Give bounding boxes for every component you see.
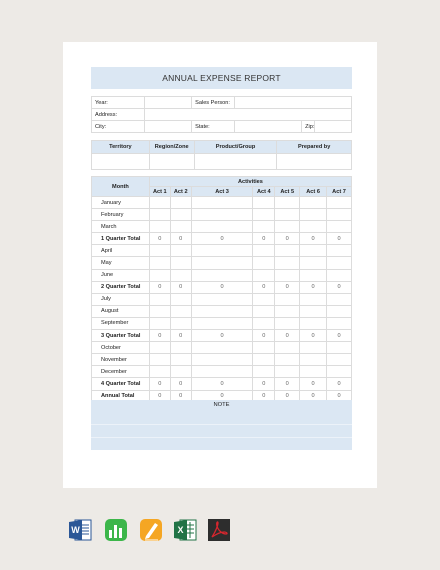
territory-header: Territory xyxy=(92,141,150,154)
expense-cell[interactable]: 0 xyxy=(149,330,170,342)
table-row xyxy=(92,366,352,378)
expense-cell[interactable]: 0 xyxy=(191,233,253,245)
expense-cell[interactable] xyxy=(253,342,275,354)
excel-icon[interactable] xyxy=(173,517,197,543)
expense-cell[interactable]: 0 xyxy=(327,390,352,402)
expense-cell[interactable] xyxy=(253,245,275,257)
act-6-header: Act 6 xyxy=(300,187,327,197)
expense-cell[interactable] xyxy=(275,354,300,366)
month-label: 3 Quarter Total xyxy=(92,330,150,342)
expense-cell[interactable] xyxy=(327,317,352,329)
month-label: August xyxy=(92,305,150,317)
expense-cell[interactable] xyxy=(170,293,191,305)
expense-cell[interactable] xyxy=(300,342,327,354)
table-row xyxy=(92,269,352,281)
note-line xyxy=(91,437,352,438)
expense-cell[interactable] xyxy=(253,209,275,221)
month-label: April xyxy=(92,245,150,257)
city-field[interactable] xyxy=(144,121,191,133)
month-header: Month xyxy=(92,177,150,197)
expense-cell[interactable] xyxy=(327,197,352,209)
expense-cell[interactable]: 0 xyxy=(170,281,191,293)
expense-cell[interactable]: 0 xyxy=(170,330,191,342)
expense-cell[interactable] xyxy=(149,305,170,317)
expense-cell[interactable] xyxy=(191,354,253,366)
expense-cell[interactable]: 0 xyxy=(170,233,191,245)
table-row xyxy=(92,257,352,269)
table-row xyxy=(92,293,352,305)
sales-person-field[interactable] xyxy=(234,97,351,109)
table-row xyxy=(92,354,352,366)
state-field[interactable] xyxy=(234,121,301,133)
numbers-icon[interactable] xyxy=(104,517,128,543)
product-group-field[interactable] xyxy=(194,154,277,170)
act-5-header: Act 5 xyxy=(275,187,300,197)
sales-person-label: Sales Person: xyxy=(192,97,235,109)
expense-cell[interactable]: 0 xyxy=(253,233,275,245)
month-label: October xyxy=(92,342,150,354)
expense-cell[interactable] xyxy=(191,305,253,317)
expense-cell[interactable] xyxy=(253,257,275,269)
expense-cell[interactable] xyxy=(327,342,352,354)
expense-cell[interactable] xyxy=(149,342,170,354)
expense-cell[interactable] xyxy=(149,293,170,305)
activities-header: Activities xyxy=(149,177,351,187)
expense-cell[interactable] xyxy=(300,245,327,257)
expense-cell[interactable] xyxy=(300,366,327,378)
expense-cell[interactable] xyxy=(300,197,327,209)
expense-cell[interactable] xyxy=(170,342,191,354)
expense-cell[interactable]: 0 xyxy=(327,281,352,293)
table-row xyxy=(92,281,352,293)
expense-cell[interactable] xyxy=(253,317,275,329)
expense-cell[interactable] xyxy=(275,269,300,281)
expense-cell[interactable] xyxy=(149,209,170,221)
document-page xyxy=(63,42,377,488)
expense-table xyxy=(91,176,352,403)
expense-cell[interactable] xyxy=(253,269,275,281)
table-row xyxy=(92,233,352,245)
table-row xyxy=(92,378,352,390)
table-row xyxy=(92,197,352,209)
expense-cell[interactable] xyxy=(275,197,300,209)
expense-cell[interactable]: 0 xyxy=(191,281,253,293)
expense-cell[interactable]: 0 xyxy=(253,330,275,342)
pages-icon[interactable] xyxy=(139,517,163,543)
expense-cell[interactable]: 0 xyxy=(300,390,327,402)
expense-cell[interactable]: 0 xyxy=(300,233,327,245)
expense-cell[interactable] xyxy=(327,305,352,317)
expense-cell[interactable] xyxy=(170,366,191,378)
expense-cell[interactable] xyxy=(191,245,253,257)
word-icon[interactable] xyxy=(68,517,92,543)
month-label: February xyxy=(92,209,150,221)
expense-cell[interactable] xyxy=(170,317,191,329)
expense-cell[interactable] xyxy=(149,257,170,269)
expense-cell[interactable] xyxy=(275,221,300,233)
expense-cell[interactable]: 0 xyxy=(300,378,327,390)
expense-cell[interactable] xyxy=(327,269,352,281)
expense-cell[interactable] xyxy=(170,209,191,221)
expense-cell[interactable] xyxy=(149,269,170,281)
expense-cell[interactable] xyxy=(191,269,253,281)
table-row xyxy=(92,245,352,257)
expense-cell[interactable] xyxy=(253,305,275,317)
expense-cell[interactable]: 0 xyxy=(170,378,191,390)
expense-cell[interactable]: 0 xyxy=(300,330,327,342)
expense-cell[interactable]: 0 xyxy=(149,390,170,402)
expense-cell[interactable] xyxy=(170,269,191,281)
table-row xyxy=(92,317,352,329)
expense-cell[interactable]: 0 xyxy=(253,281,275,293)
pdf-icon[interactable] xyxy=(207,517,231,543)
month-label: Annual Total xyxy=(92,390,150,402)
territory-field[interactable] xyxy=(92,154,150,170)
month-label: 1 Quarter Total xyxy=(92,233,150,245)
expense-cell[interactable] xyxy=(275,317,300,329)
month-label: December xyxy=(92,366,150,378)
table-row xyxy=(92,342,352,354)
zip-label: Zip: xyxy=(302,121,315,133)
expense-cell[interactable]: 0 xyxy=(253,390,275,402)
address-field[interactable] xyxy=(144,109,351,121)
expense-cell[interactable] xyxy=(300,269,327,281)
expense-cell[interactable] xyxy=(327,221,352,233)
expense-cell[interactable]: 0 xyxy=(149,233,170,245)
act-4-header: Act 4 xyxy=(253,187,275,197)
expense-cell[interactable] xyxy=(253,366,275,378)
expense-cell[interactable]: 0 xyxy=(191,378,253,390)
region-zone-header: Region/Zone xyxy=(149,141,194,154)
month-label: January xyxy=(92,197,150,209)
month-label: 2 Quarter Total xyxy=(92,281,150,293)
month-label: 4 Quarter Total xyxy=(92,378,150,390)
expense-cell[interactable] xyxy=(327,257,352,269)
expense-cell[interactable] xyxy=(191,257,253,269)
expense-cell[interactable] xyxy=(149,221,170,233)
expense-cell[interactable] xyxy=(327,245,352,257)
expense-cell[interactable]: 0 xyxy=(327,233,352,245)
svg-text:X: X xyxy=(177,525,184,535)
expense-cell[interactable] xyxy=(170,305,191,317)
expense-cell[interactable]: 0 xyxy=(191,390,253,402)
year-field[interactable] xyxy=(144,97,191,109)
table-row xyxy=(92,305,352,317)
note-header: NOTE xyxy=(91,400,352,411)
expense-cell[interactable] xyxy=(327,354,352,366)
month-label: September xyxy=(92,317,150,329)
year-label: Year: xyxy=(92,97,145,109)
prepared-by-field[interactable] xyxy=(277,154,352,170)
expense-cell[interactable] xyxy=(191,342,253,354)
expense-cell[interactable]: 0 xyxy=(275,378,300,390)
report-title: ANNUAL EXPENSE REPORT xyxy=(91,67,352,89)
expense-cell[interactable]: 0 xyxy=(275,330,300,342)
expense-cell[interactable] xyxy=(275,293,300,305)
table-row xyxy=(92,330,352,342)
expense-cell[interactable] xyxy=(253,293,275,305)
svg-text:W: W xyxy=(71,525,80,535)
expense-cell[interactable]: 0 xyxy=(275,233,300,245)
expense-cell[interactable] xyxy=(300,209,327,221)
expense-cell[interactable] xyxy=(275,257,300,269)
table-row xyxy=(92,209,352,221)
product-group-header: Product/Group xyxy=(194,141,277,154)
act-7-header: Act 7 xyxy=(327,187,352,197)
expense-cell[interactable] xyxy=(327,366,352,378)
address-label: Address: xyxy=(92,109,145,121)
month-label: July xyxy=(92,293,150,305)
city-label: City: xyxy=(92,121,145,133)
region-zone-field[interactable] xyxy=(149,154,194,170)
expense-cell[interactable] xyxy=(149,245,170,257)
table-row xyxy=(92,221,352,233)
expense-cell[interactable]: 0 xyxy=(327,330,352,342)
expense-cell[interactable] xyxy=(149,317,170,329)
expense-cell[interactable] xyxy=(170,197,191,209)
expense-cell[interactable] xyxy=(149,354,170,366)
expense-cell[interactable]: 0 xyxy=(275,281,300,293)
zip-field[interactable] xyxy=(315,121,352,133)
act-1-header: Act 1 xyxy=(149,187,170,197)
note-line xyxy=(91,424,352,425)
expense-cell[interactable] xyxy=(300,221,327,233)
expense-cell[interactable] xyxy=(275,305,300,317)
expense-cell[interactable] xyxy=(170,257,191,269)
expense-cell[interactable]: 0 xyxy=(275,390,300,402)
expense-cell[interactable] xyxy=(149,366,170,378)
expense-cell[interactable] xyxy=(253,197,275,209)
expense-cell[interactable]: 0 xyxy=(149,378,170,390)
expense-cell[interactable] xyxy=(191,221,253,233)
expense-cell[interactable] xyxy=(300,354,327,366)
expense-cell[interactable] xyxy=(300,317,327,329)
info-table xyxy=(91,96,352,133)
expense-cell[interactable] xyxy=(327,209,352,221)
expense-cell[interactable] xyxy=(275,245,300,257)
expense-cell[interactable] xyxy=(149,197,170,209)
state-label: State: xyxy=(192,121,235,133)
month-label: June xyxy=(92,269,150,281)
expense-cell[interactable]: 0 xyxy=(253,378,275,390)
month-label: November xyxy=(92,354,150,366)
act-2-header: Act 2 xyxy=(170,187,191,197)
expense-cell[interactable] xyxy=(170,221,191,233)
expense-cell[interactable] xyxy=(300,293,327,305)
expense-cell[interactable]: 0 xyxy=(191,330,253,342)
expense-cell[interactable] xyxy=(191,209,253,221)
expense-cell[interactable] xyxy=(191,317,253,329)
expense-cell[interactable] xyxy=(191,293,253,305)
expense-cell[interactable] xyxy=(327,293,352,305)
act-3-header: Act 3 xyxy=(191,187,253,197)
expense-cell[interactable] xyxy=(170,354,191,366)
expense-cell[interactable]: 0 xyxy=(149,281,170,293)
expense-cell[interactable]: 0 xyxy=(170,390,191,402)
month-label: March xyxy=(92,221,150,233)
expense-cell[interactable] xyxy=(275,209,300,221)
expense-cell[interactable]: 0 xyxy=(327,378,352,390)
expense-cell[interactable] xyxy=(275,366,300,378)
expense-cell[interactable] xyxy=(191,366,253,378)
expense-cell[interactable] xyxy=(253,354,275,366)
expense-cell[interactable] xyxy=(170,245,191,257)
prepared-by-header: Prepared by xyxy=(277,141,352,154)
month-label: May xyxy=(92,257,150,269)
expense-cell[interactable] xyxy=(300,257,327,269)
note-area[interactable] xyxy=(91,411,352,450)
expense-cell[interactable] xyxy=(275,342,300,354)
expense-cell[interactable] xyxy=(191,197,253,209)
expense-cell[interactable]: 0 xyxy=(300,281,327,293)
territory-table xyxy=(91,140,352,170)
expense-cell[interactable] xyxy=(300,305,327,317)
expense-cell[interactable] xyxy=(253,221,275,233)
